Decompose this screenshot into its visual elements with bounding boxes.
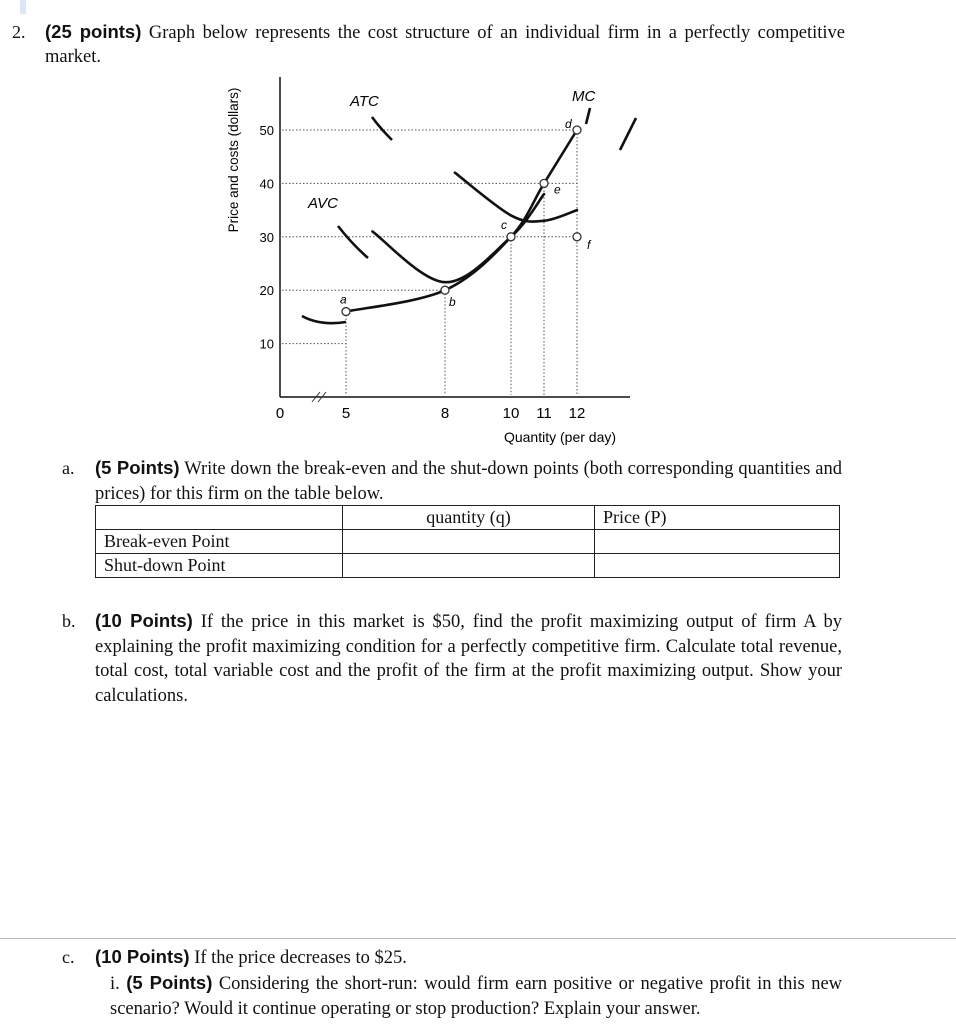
point-c-marker (507, 233, 515, 241)
point-f-marker (573, 233, 581, 241)
atc-curve (455, 173, 577, 222)
x-axis-label: Quantity (per day) (503, 429, 617, 445)
part-c-text (95, 945, 842, 971)
avc-curve-top (338, 226, 368, 258)
row-label-shut-down: Shut-down Point (96, 554, 343, 578)
part-b-points: (10 Points) (95, 610, 193, 631)
y-tick-label: 30 (259, 229, 274, 245)
part-b-body: If the price in this market is $50, find the profit maximizing output of firm A by explaining the profit maximizing condition for a perfectly competitive firm. Calculate total revenue, total cost, total variable cost and the profit of the firm at the profit maximizing output. Show your calculations. (95, 612, 843, 706)
point-d-label: d (565, 117, 572, 131)
point-a-marker (342, 308, 350, 316)
break-even-price-cell[interactable] (595, 530, 840, 554)
question-points: (25 points) (45, 21, 142, 42)
shut-down-quantity-cell[interactable] (343, 554, 595, 578)
part-c-body: If the price decreases to $25. (194, 948, 407, 968)
point-c-label: c (501, 217, 507, 232)
point-a-label: a (340, 292, 347, 307)
point-e-label: e (554, 182, 561, 197)
page-divider (0, 938, 956, 939)
part-c-i-body: Considering the short-run: would firm earn positive or negative profit in this new scenario? Would it continue operating or stop production? Explain your answer. (110, 974, 843, 1019)
row-label-break-even: Break-even Point (96, 530, 343, 554)
x-tick-label: 12 (568, 405, 586, 422)
point-d-marker (573, 126, 581, 134)
question-number: 2. (12, 22, 26, 42)
mc-label: MC (572, 88, 596, 105)
answer-table (95, 505, 840, 578)
table-row (96, 554, 840, 578)
question-text: Graph below represents the cost structure of an individual firm in a perfectly competitive market. (45, 23, 846, 67)
point-b-label: b (449, 295, 456, 310)
avc-label: AVC (308, 195, 339, 212)
part-c-i-points: (5 Points) (126, 972, 213, 993)
point-e-marker (540, 179, 548, 187)
y-axis-label: Price and costs (dollars) (226, 87, 241, 233)
point-f-label: f (587, 237, 591, 252)
part-c-i-text (110, 971, 842, 1021)
shut-down-price-cell[interactable] (595, 554, 840, 578)
x-tick-label: 10 (502, 405, 520, 422)
point-b-marker (441, 286, 449, 294)
break-even-quantity-cell[interactable] (343, 530, 595, 554)
part-a-body: Write down the break-even and the shut-down points (both corresponding quantities and prices) for this firm on the table below. (95, 459, 842, 504)
header-quantity: quantity (q) (343, 506, 595, 530)
table-header-row (96, 506, 840, 530)
part-b-letter: b. (62, 611, 76, 631)
part-a-text (95, 456, 842, 506)
part-c-letter: c. (62, 947, 75, 967)
part-c-points: (10 Points) (95, 946, 190, 967)
x-tick-label: 5 (341, 405, 351, 422)
y-tick-label: 20 (259, 283, 274, 299)
header-price: Price (P) (595, 506, 840, 530)
mc-curve-tail (620, 118, 636, 150)
atc-curve-top (372, 117, 392, 140)
header-cell-empty (96, 506, 343, 530)
part-a-points: (5 Points) (95, 457, 180, 478)
part-c-i-label: i. (110, 974, 120, 994)
x-tick-label: 8 (440, 405, 450, 422)
x-tick-label: 11 (536, 405, 552, 422)
x-tick-label: 0 (275, 405, 285, 422)
mc-curve-top (586, 108, 590, 124)
cost-chart (0, 0, 956, 460)
y-tick-label: 10 (259, 336, 274, 352)
avc-curve-low (302, 316, 346, 323)
part-b-text (95, 609, 842, 708)
avc-curve (372, 194, 544, 282)
table-row (96, 530, 840, 554)
y-tick-label: 40 (259, 176, 274, 192)
atc-label: ATC (350, 93, 379, 110)
part-a-letter: a. (62, 458, 75, 478)
y-tick-label: 50 (259, 123, 274, 138)
